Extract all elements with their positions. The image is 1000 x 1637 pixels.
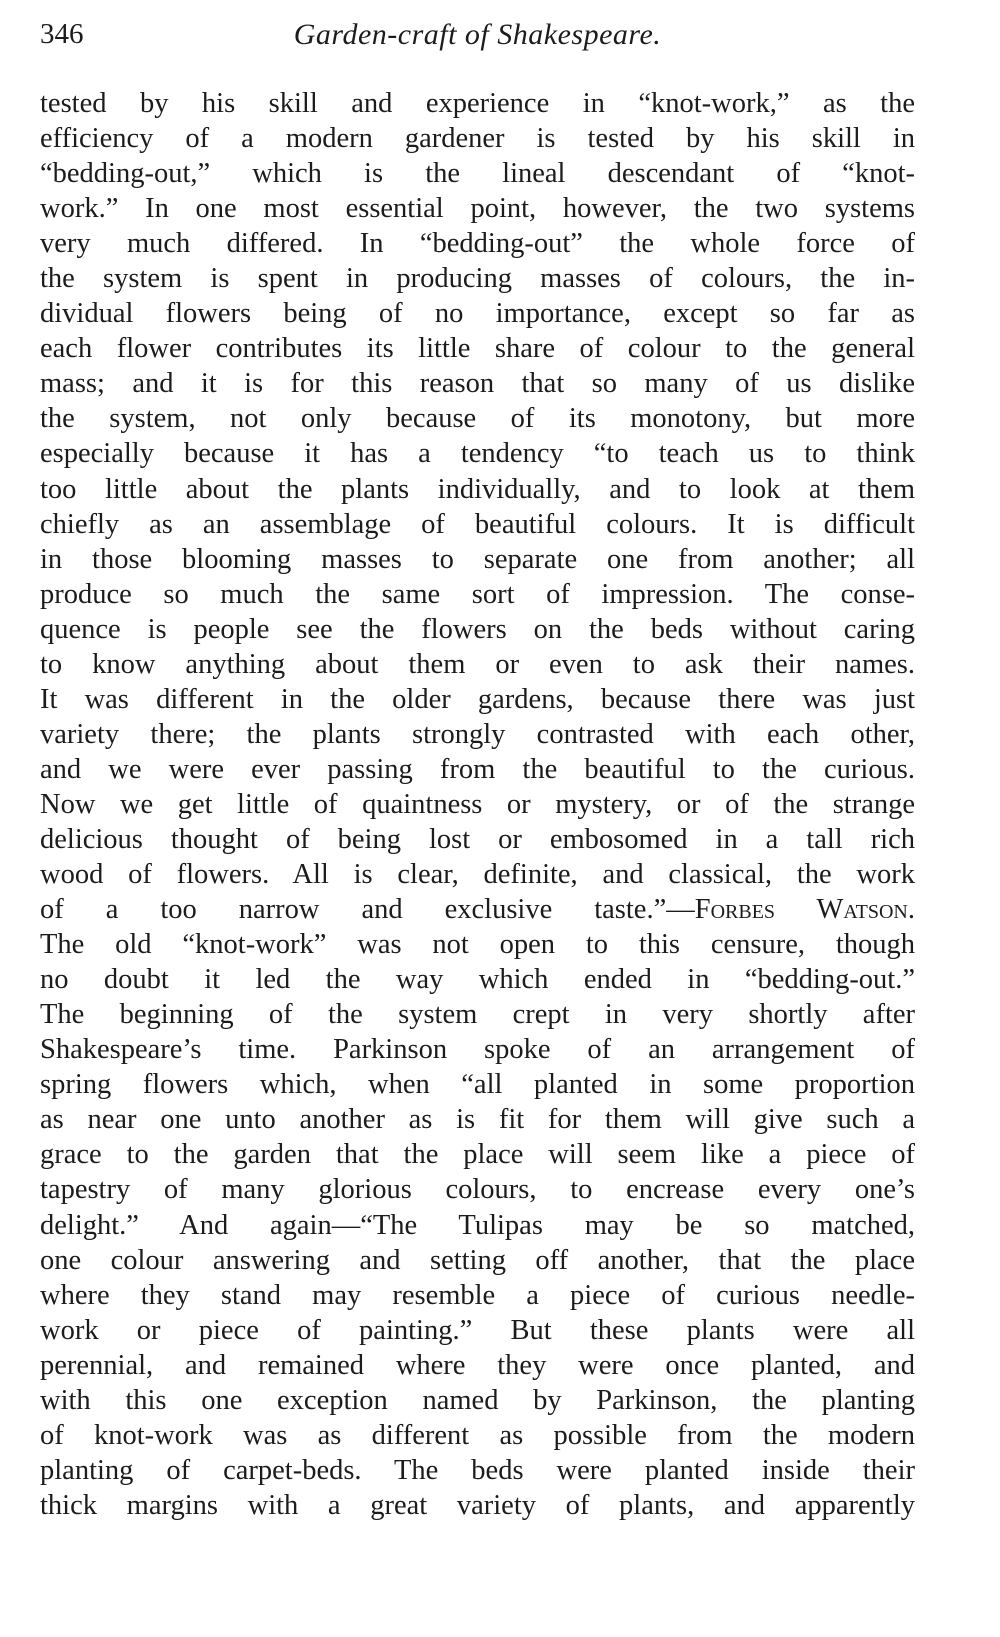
text-line-content: in those blooming masses to separate one from another; all <box>40 543 915 575</box>
text-line <box>40 1137 915 1172</box>
text-line-content: spring flowers which, when “all planted in some proportion <box>40 1069 915 1101</box>
text-line <box>40 822 915 857</box>
text-line <box>40 156 915 191</box>
text-line-content: to know anything about them or even to ask their names. <box>40 648 915 680</box>
text-line <box>40 612 915 647</box>
text-line-content: the system, not only because of its monotony, but more <box>40 403 915 435</box>
text-line <box>40 892 915 927</box>
body-text <box>40 86 915 1523</box>
text-line-content: tested by his skill and experience in “knot-work,” as the <box>40 88 915 119</box>
text-line <box>40 647 915 682</box>
running-title: Garden-craft of Shakespeare. <box>293 18 662 51</box>
text-line <box>40 752 915 787</box>
text-line <box>40 1243 915 1278</box>
text-line-content: and we were ever passing from the beautiful to the curious. <box>40 753 915 785</box>
text-line <box>40 401 915 436</box>
text-line-content: each flower contributes its little share of colour to the general <box>40 333 915 365</box>
text-line <box>40 1172 915 1207</box>
text-line <box>40 1453 915 1488</box>
text-line-content: delicious thought of being lost or embosomed in a tall rich <box>40 823 915 855</box>
text-line-content: It was different in the older gardens, because there was just <box>40 683 915 715</box>
text-line <box>40 927 915 962</box>
text-line-content: Now we get little of quaintness or mystery, or of the strange <box>40 788 915 820</box>
text-line-content: tapestry of many glorious colours, to encrease every one’s <box>40 1174 915 1206</box>
text-line <box>40 436 915 471</box>
text-line-content: where they stand may resemble a piece of curious needle- <box>40 1279 915 1311</box>
text-line <box>40 296 915 331</box>
text-line <box>40 1383 915 1418</box>
text-line-content: delight.” And again—“The Tulipas may be so matched, <box>40 1209 915 1241</box>
text-line <box>40 331 915 366</box>
text-line <box>40 1032 915 1067</box>
text-line-content: Shakespeare’s time. Parkinson spoke of an arrangement of <box>40 1034 915 1066</box>
text-line <box>40 472 915 507</box>
text-line <box>40 962 915 997</box>
text-line-content: especially because it has a tendency “to teach us to think <box>40 438 915 470</box>
text-line <box>40 191 915 226</box>
text-line <box>40 226 915 261</box>
text-line <box>40 1278 915 1313</box>
attribution: Forbes Watson. <box>694 894 915 926</box>
text-line-content: thick margins with a great variety of plants, and apparently <box>40 1489 915 1521</box>
text-line-content: mass; and it is for this reason that so many of us dislike <box>40 368 915 400</box>
text-line <box>40 121 915 156</box>
text-line-content: no doubt it led the way which ended in “bedding-out.” <box>40 964 915 996</box>
text-line <box>40 1488 915 1523</box>
text-line-content: one colour answering and setting off another, that the place <box>40 1244 915 1276</box>
text-line <box>40 1102 915 1137</box>
text-line-content: too little about the plants individually, and to look at them <box>40 473 915 505</box>
text-line <box>40 577 915 612</box>
text-line-content: efficiency of a modern gardener is tested by his skill in <box>40 123 915 155</box>
text-line-content: produce so much the same sort of impression. The conse- <box>40 578 915 610</box>
text-line-content: “bedding-out,” which is the lineal descendant of “knot- <box>40 158 915 190</box>
text-line-content: perennial, and remained where they were once planted, and <box>40 1349 915 1381</box>
text-line <box>40 787 915 822</box>
text-line-content: wood of flowers. All is clear, definite, and classical, the work <box>40 859 915 891</box>
text-line <box>40 1348 915 1383</box>
text-line-content: planting of carpet-beds. The beds were planted inside their <box>40 1454 915 1486</box>
text-line-content: of a too narrow and exclusive taste.”— <box>40 894 695 926</box>
text-line <box>40 1313 915 1348</box>
text-line <box>40 507 915 542</box>
text-line-content: work or piece of painting.” But these plants were all <box>40 1314 915 1346</box>
text-line-content: The beginning of the system crept in very shortly after <box>40 999 915 1031</box>
page-number: 346 <box>40 18 84 50</box>
text-line <box>40 857 915 892</box>
text-line-content: of knot-work was as different as possible from the modern <box>40 1419 915 1451</box>
text-line-content: dividual flowers being of no importance, except so far as <box>40 298 915 330</box>
text-line <box>40 997 915 1032</box>
text-line <box>40 366 915 401</box>
text-line-content: work.” In one most essential point, however, the two systems <box>40 193 915 225</box>
text-line-content: grace to the garden that the place will seem like a piece of <box>40 1139 915 1171</box>
text-line-content: chiefly as an assemblage of beautiful colours. It is difficult <box>40 508 915 540</box>
text-line <box>40 1067 915 1102</box>
text-line <box>40 717 915 752</box>
text-line-content: quence is people see the flowers on the beds without caring <box>40 613 915 645</box>
text-line-content: the system is spent in producing masses of colours, the in- <box>40 263 915 295</box>
text-line <box>40 682 915 717</box>
text-line <box>40 1418 915 1453</box>
text-line <box>40 1208 915 1243</box>
text-line <box>40 261 915 296</box>
text-line <box>40 542 915 577</box>
text-line-content: very much differed. In “bedding-out” the whole force of <box>40 228 915 260</box>
text-line-content: The old “knot-work” was not open to this censure, though <box>40 929 915 961</box>
text-line-content: with this one exception named by Parkinson, the planting <box>40 1384 915 1416</box>
text-line-content: variety there; the plants strongly contrasted with each other, <box>40 718 915 750</box>
page-header <box>40 18 915 58</box>
text-line <box>40 86 915 121</box>
text-line-content: as near one unto another as is fit for them will give such a <box>40 1104 915 1136</box>
